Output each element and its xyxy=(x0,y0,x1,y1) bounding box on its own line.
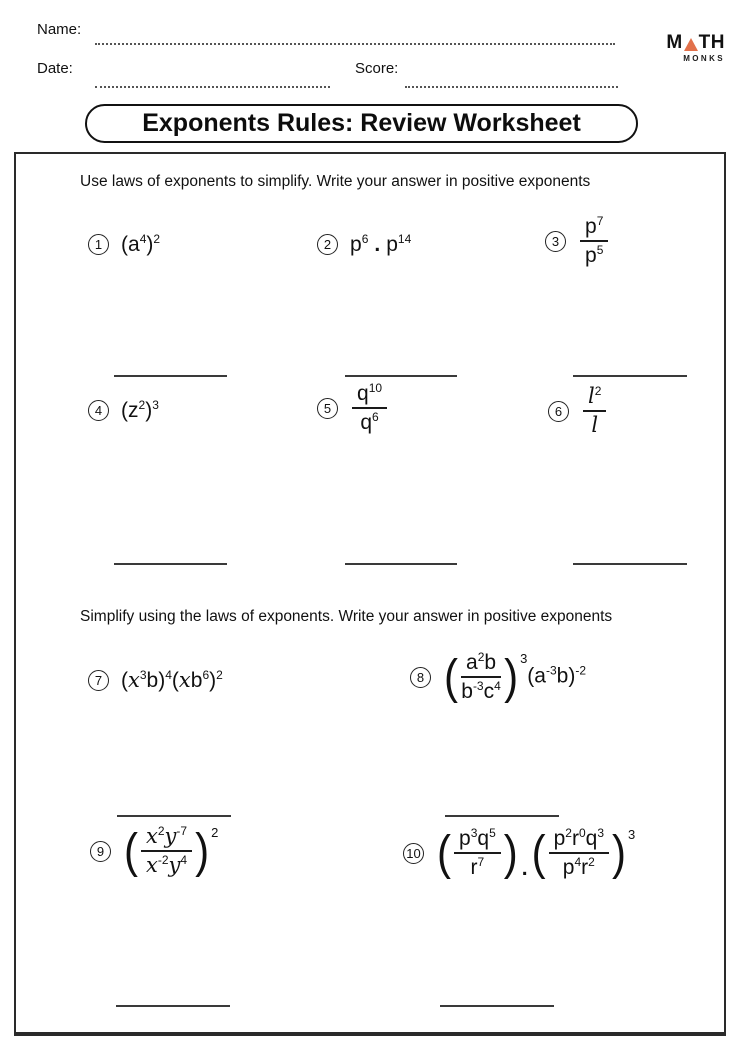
problem-10-expression: ( $\frac{p^3q^5}{r^7}$ ) .( $\frac{p^2r^0q^3}{p^4r^2}$ ) $^3$ xyxy=(437,825,636,880)
problem-1-number: 1 xyxy=(88,234,109,255)
name-fill-line xyxy=(95,43,615,45)
instruction-section-2: Simplify using the laws of exponents. Write your answer in positive exponents xyxy=(80,608,613,625)
answer-line-9 xyxy=(116,1005,230,1007)
problem-4-expression: $(z^2)^3$ xyxy=(121,398,159,422)
answer-line-7 xyxy=(117,815,231,817)
problem-5-expression: $\frac{q^{10}}{q^6}$ xyxy=(350,381,389,435)
problem-8-expression: ( $\frac{a^2b}{b^{-3}c^4}$ ) $^3(a^{-3}b)^{-2}$ xyxy=(444,649,587,704)
problem-1-expression: $(a^4)^2$ xyxy=(121,232,161,256)
problem-1 xyxy=(88,232,160,257)
problem-10 xyxy=(403,826,635,880)
problem-5-number: 5 xyxy=(317,398,338,419)
problem-8 xyxy=(410,650,586,704)
problem-4 xyxy=(88,398,159,423)
problem-8-number: 8 xyxy=(410,667,431,688)
logo-subtitle: MONKS xyxy=(683,54,725,63)
worksheet-title: Exponents Rules: Review Worksheet xyxy=(85,104,638,143)
answer-line-6 xyxy=(573,563,687,565)
problem-4-number: 4 xyxy=(88,400,109,421)
problem-6 xyxy=(548,384,608,438)
problem-6-expression: $\frac{l^2}{l}$ xyxy=(581,384,608,438)
logo-wordmark xyxy=(649,33,725,52)
problem-3-number: 3 xyxy=(545,231,566,252)
answer-line-3 xyxy=(573,375,687,377)
worksheet-body-box xyxy=(14,152,726,1036)
answer-line-8 xyxy=(445,815,559,817)
problem-9 xyxy=(90,824,218,878)
date-fill-line xyxy=(95,86,330,88)
problem-7-number: 7 xyxy=(88,670,109,691)
problem-2 xyxy=(317,232,411,257)
math-monks-logo xyxy=(649,33,725,63)
problem-3-expression: $\frac{p^7}{p^5}$ xyxy=(578,214,610,268)
logo-word-start: M xyxy=(666,32,683,53)
problem-10-number: 10 xyxy=(403,843,424,864)
problem-9-number: 9 xyxy=(90,841,111,862)
instruction-section-1: Use laws of exponents to simplify. Write your answer in positive exponents xyxy=(80,173,591,190)
answer-line-10 xyxy=(440,1005,554,1007)
answer-line-5 xyxy=(345,563,457,565)
problem-2-number: 2 xyxy=(317,234,338,255)
answer-line-1 xyxy=(114,375,227,377)
date-label: Date: xyxy=(37,60,73,77)
score-fill-line xyxy=(405,86,618,88)
answer-line-2 xyxy=(345,375,457,377)
problem-6-number: 6 xyxy=(548,401,569,422)
name-label: Name: xyxy=(37,21,82,38)
problem-5 xyxy=(317,381,389,435)
triangle-icon xyxy=(684,38,698,51)
logo-word-end: TH xyxy=(698,32,725,53)
answer-line-4 xyxy=(114,563,227,565)
problem-9-expression: ( $\frac{x^2y^{-7}}{x^{-2}y^4}$ ) $^2$ xyxy=(124,823,219,878)
problem-3 xyxy=(545,214,610,268)
score-label: Score: xyxy=(355,60,399,77)
problem-7-expression: $(x^3b)^4(xb^6)^2$ xyxy=(121,668,223,692)
problem-2-expression: $p^6$ . $p^{14}$ xyxy=(350,232,412,256)
problem-7 xyxy=(88,668,223,693)
